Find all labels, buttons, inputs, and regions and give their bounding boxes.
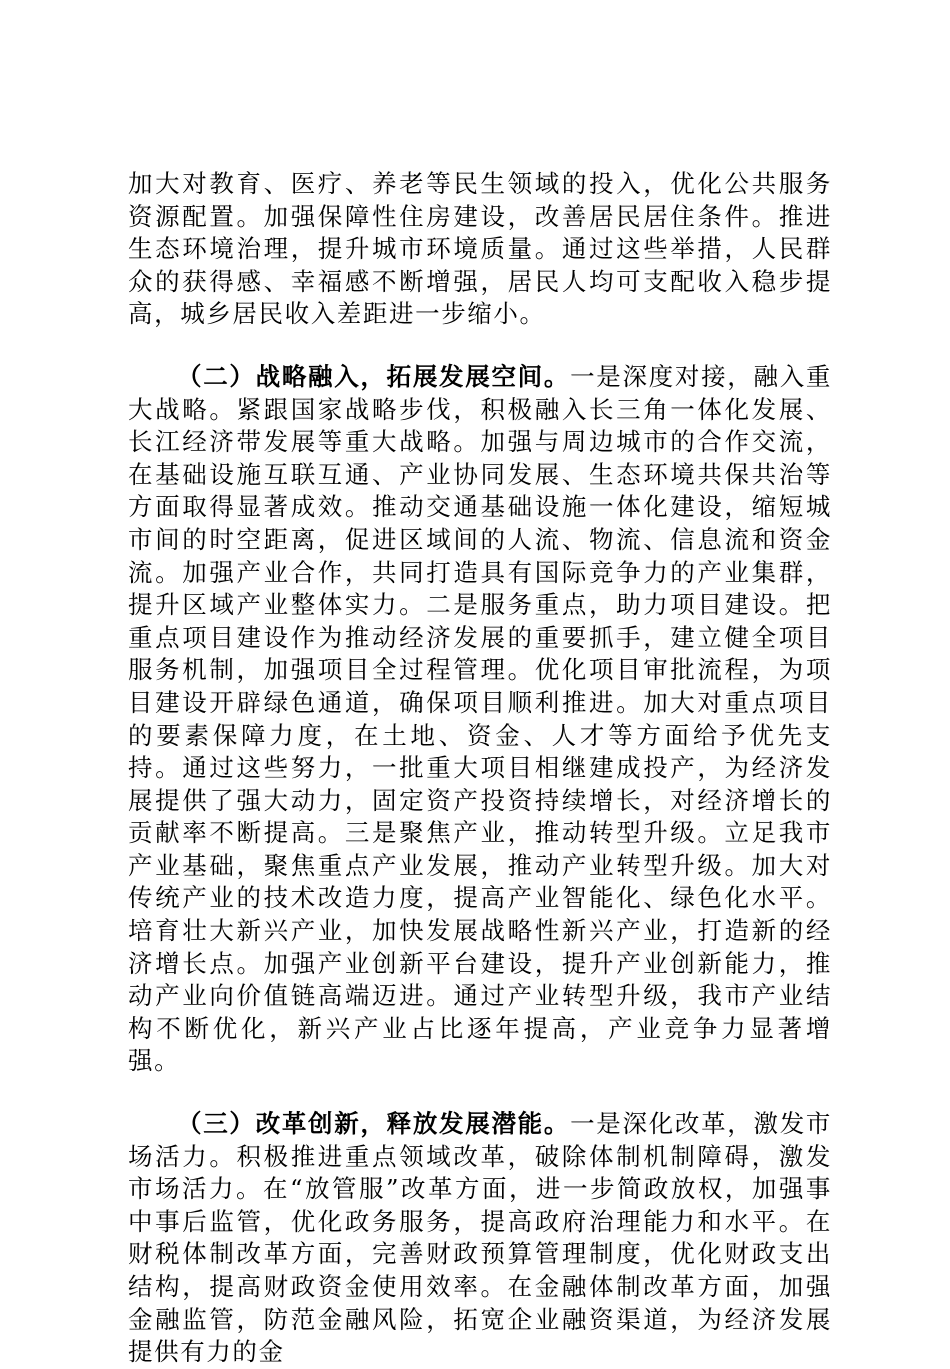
- paragraph-body: 一是深度对接，融入重大战略。紧跟国家战略步伐，积极融入长三角一体化发展、长江经济带发展等重大战略。加强与周边城市的合作交流，在基础设施互联互通、产业协同发展、生态环境共保共治等方面取得显著成效。推动交通基础设施一体化建设，缩短城市间的时空距离，促进区域间的人流、物流、信息流和资金流。加强产业合作，共同打造具有国际竞争力的产业集群，提升区域产业整体实力。二是服务重点，助力项目建设。把重点项目建设作为推动经济发展的重要抓手，建立健全项目服务机制，加强项目全过程管理。优化项目审批流程，为项目建设开辟绿色通道，确保项目顺利推进。加大对重点项目的要素保障力度，在土地、资金、人才等方面给予优先支持。通过这些努力，一批重大项目相继建成投产，为经济发展提供了强大动力，固定资产投资持续增长，对经济增长的贡献率不断提高。三是聚焦产业，推动转型升级。立足我市产业基础，聚焦重点产业发展，推动产业转型升级。加大对传统产业的技术改造力度，提高产业智能化、绿色化水平。培育壮大新兴产业，加快发展战略性新兴产业，打造新的经济增长点。加强产业创新平台建设，提升产业创新能力，推动产业向价值链高端迈进。通过产业转型升级，我市产业结构不断优化，新兴产业占比逐年提高，产业竞争力显著增强。: [128, 361, 832, 1076]
- section-heading: （三）改革创新，释放发展潜能。: [177, 1109, 571, 1139]
- paragraph-body: 一是深化改革，激发市场活力。积极推进重点领域改革，破除体制机制障碍，激发市场活力。在“放管服”改革方面，进一步简政放权，加强事中事后监管，优化政务服务，提高政府治理能力和水平。在财税体制改革方面，完善财政预算管理制度，优化财政支出结构，提高财政资金使用效率。在金融体制改革方面，加强金融监管，防范金融风险，拓宽企业融资渠道，为经济发展提供有力的金: [128, 1109, 832, 1367]
- paragraph-reform-innovation: [128, 1108, 832, 1369]
- paragraph-livelihood: [128, 168, 832, 331]
- section-heading: （二）战略融入，拓展发展空间。: [177, 361, 571, 391]
- paragraph-strategic-integration: [128, 361, 832, 1078]
- paragraph-body: 加大对教育、医疗、养老等民生领域的投入，优化公共服务资源配置。加强保障性住房建设，改善居民居住条件。推进生态环境治理，提升城市环境质量。通过这些举措，人民群众的获得感、幸福感不断增强，居民人均可支配收入稳步提高，城乡居民收入差距进一步缩小。: [128, 169, 832, 329]
- document-page: [128, 168, 832, 1369]
